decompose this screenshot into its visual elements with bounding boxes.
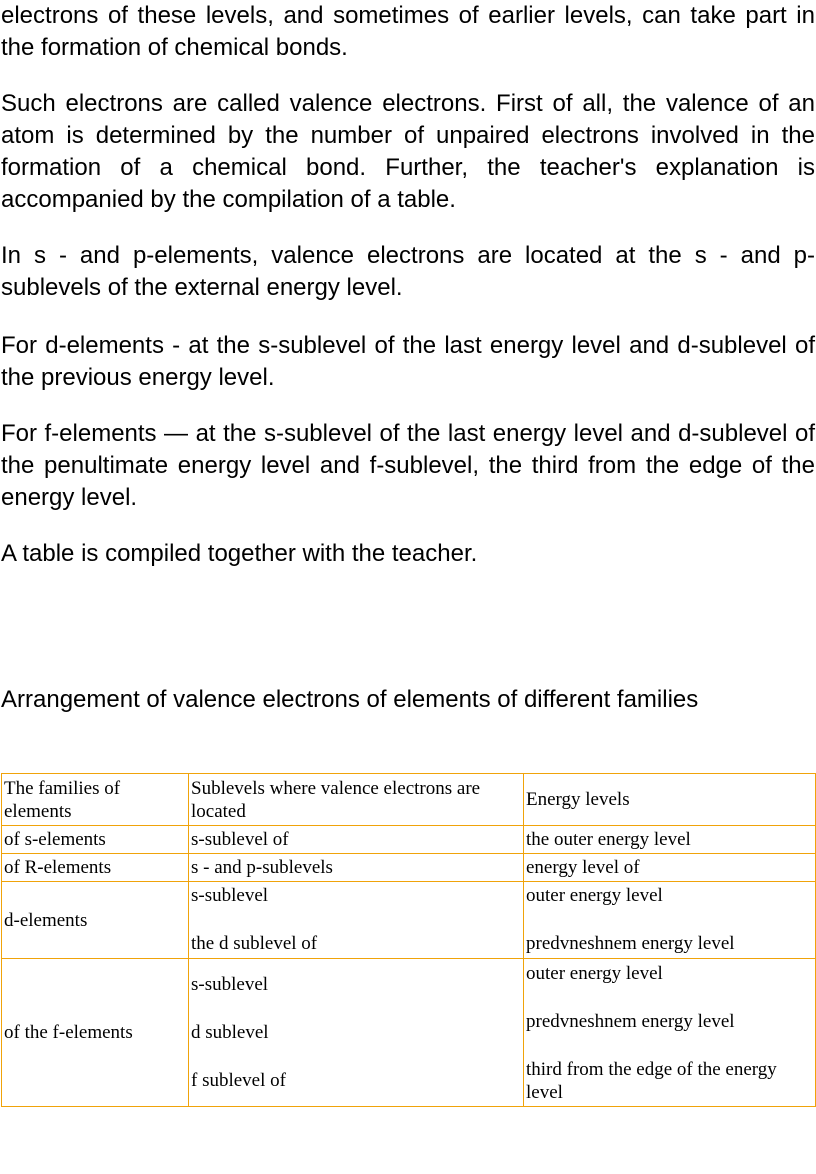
d-sublevel-line: s-sublevel [191, 885, 269, 906]
paragraph-intro: electrons of these levels, and sometimes of earlier levels, can take part in the formation of chemical bonds. [1, 2, 815, 61]
table-row-s-elements [2, 826, 816, 854]
f-family-cell: of the f-elements [2, 959, 189, 1107]
s-energy-cell: the outer energy level [524, 826, 816, 854]
f-sublevel-line: s-sublevel [191, 973, 269, 995]
paragraph-table-note: A table is compiled together with the teacher. [1, 540, 478, 567]
d-energy-cell [524, 882, 816, 959]
table-header-row [2, 774, 816, 826]
f-energy-line: predvneshnem energy level [526, 1010, 735, 1032]
p-energy-cell: energy level of [524, 854, 816, 882]
f-sublevel-gap [191, 1045, 521, 1069]
valence-electrons-table [1, 773, 816, 1107]
f-sublevel-gap [191, 997, 521, 1021]
paragraph-sp-elements: In s - and p-elements, valence electrons are located at the s - and p-sublevels of the external energy level. [1, 242, 815, 301]
paragraph-valence: Such electrons are called valence electrons. First of all, the valence of an atom is determined by the number of unpaired electrons involved in the formation of a chemical bond. Further, the teacher's explanation is accompanied by the compilation of a table. [1, 90, 815, 213]
d-energy-line: outer energy level [526, 885, 663, 906]
s-family-cell: of s-elements [2, 826, 189, 854]
f-sublevel-line: d sublevel [191, 1021, 269, 1043]
f-energy-line: third from the edge of the energy level [526, 1058, 777, 1103]
header-families: The families of elements [2, 774, 189, 826]
d-sublevel-line [191, 908, 521, 932]
table-row-d-elements [2, 882, 816, 959]
d-family-cell: d-elements [2, 882, 189, 959]
f-energy-gap [526, 986, 813, 1010]
p-sublevel-cell: s - and p-sublevels [189, 854, 524, 882]
table-row-f-elements [2, 959, 816, 1107]
table-row-p-elements [2, 854, 816, 882]
d-energy-line [526, 908, 813, 932]
header-energy-levels: Energy levels [524, 774, 816, 826]
d-energy-line: predvneshnem energy level [526, 933, 735, 954]
table-caption: Arrangement of valence electrons of elements of different families [1, 686, 699, 713]
f-energy-gap [526, 1034, 813, 1058]
p-family-cell: of R-elements [2, 854, 189, 882]
paragraph-f-elements: For f-elements — at the s-sublevel of the last energy level and d-sublevel of the penultimate energy level and f-sublevel, the third from the edge of the energy level. [1, 420, 815, 511]
d-sublevel-line: the d sublevel of [191, 933, 318, 954]
f-energy-line: outer energy level [526, 962, 663, 984]
f-sublevel-cell [189, 959, 524, 1107]
f-energy-cell [524, 959, 816, 1107]
f-sublevel-line: f sublevel of [191, 1069, 286, 1091]
s-sublevel-cell: s-sublevel of [189, 826, 524, 854]
paragraph-d-elements: For d-elements - at the s-sublevel of the last energy level and d-sublevel of the previous energy level. [1, 332, 815, 391]
d-sublevel-cell [189, 882, 524, 959]
header-sublevels: Sublevels where valence electrons are located [189, 774, 524, 826]
